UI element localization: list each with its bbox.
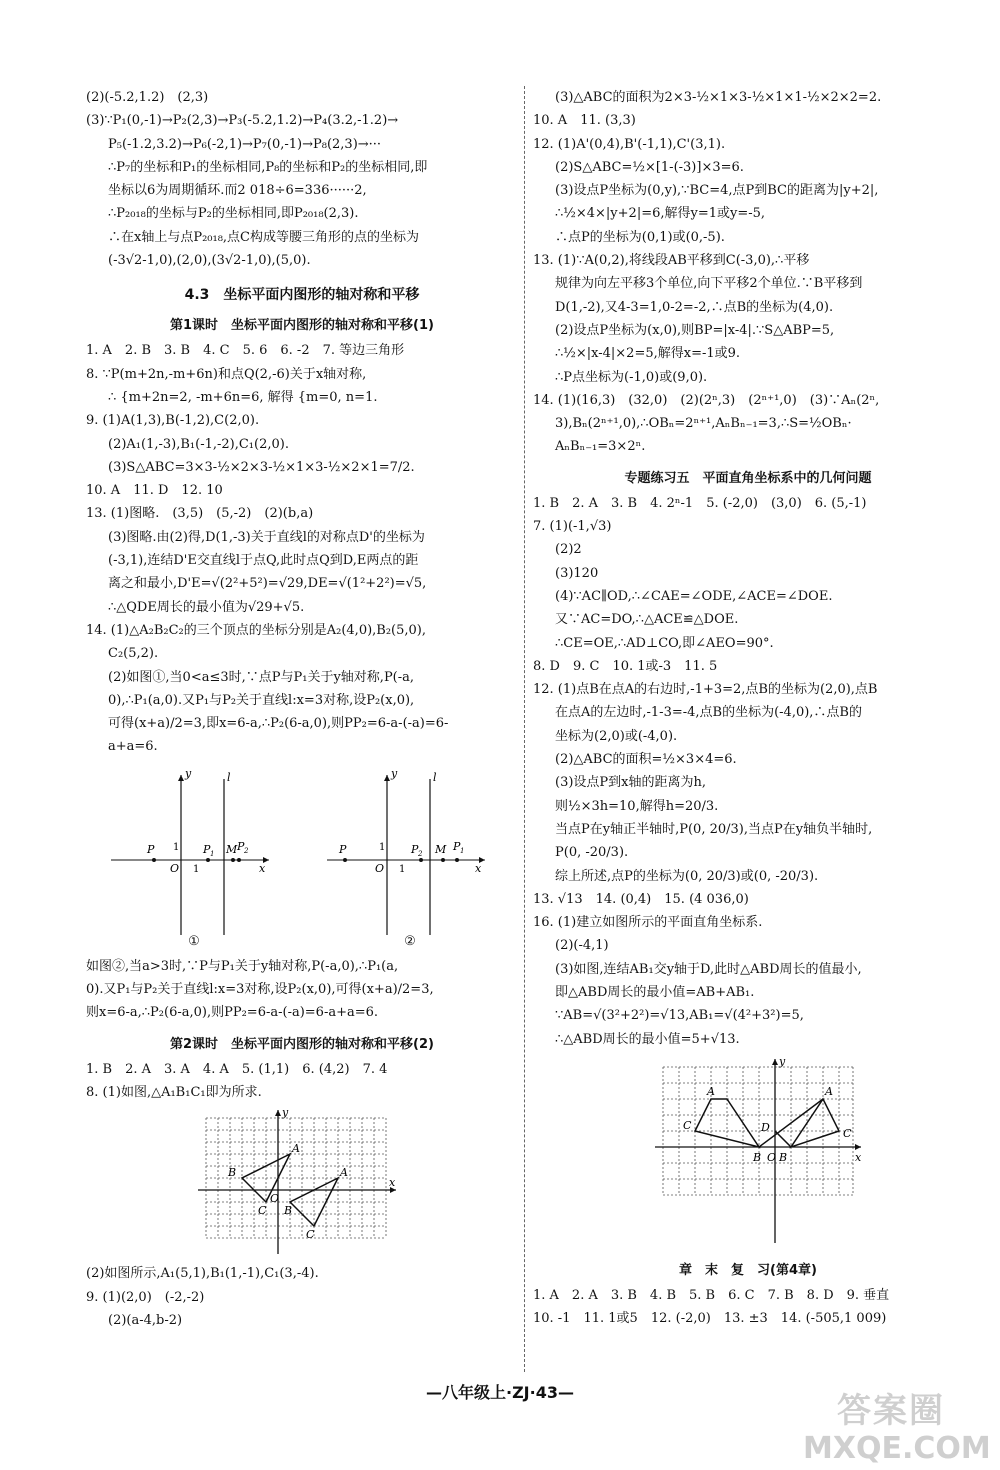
special-title: 专题练习五 平面直角坐标系中的几何问题 — [624, 470, 872, 486]
svg-text:B: B — [284, 1204, 293, 1218]
svg-text:A: A — [340, 1166, 348, 1180]
column-divider — [524, 86, 526, 1372]
section-title: 4.3 坐标平面内图形的轴对称和平移 — [184, 287, 420, 304]
figure-1 — [109, 765, 279, 949]
answer-line: (2)S△ABC=½×[1-(-3)]×3=6. — [555, 159, 744, 175]
answer-line: ∴CE=OE,∴AD⊥CO,即∠AEO=90°. — [555, 635, 774, 651]
svg-text:2: 2 — [418, 849, 423, 858]
answer-line: 8. D 9. C 10. 1或-3 11. 5 — [533, 658, 718, 674]
svg-text:O: O — [170, 861, 180, 875]
watermark-bottom: MXQE.COM — [803, 1431, 991, 1464]
answer-line: (2)(-5.2,1.2) (2,3) — [86, 90, 209, 105]
svg-text:l: l — [433, 770, 437, 784]
page-footer: —八年级上·ZJ·43— — [426, 1383, 574, 1402]
svg-text:x: x — [259, 861, 266, 875]
answer-line: 当点P在y轴正半轴时,P(0, 20/3),当点P在y轴负半轴时, — [555, 821, 873, 837]
answer-line: (3)△ABC的面积为2×3-½×1×3-½×1×1-½×2×2=2. — [555, 90, 882, 105]
svg-text:y: y — [779, 1056, 786, 1068]
answer-line: 9. (1)(2,0) (-2,-2) — [86, 1289, 205, 1305]
answer-line: 1. A 2. B 3. B 4. C 5. 6 6. -2 7. 等边三角形 — [86, 343, 405, 359]
svg-text:C: C — [306, 1228, 315, 1242]
svg-text:x: x — [475, 861, 482, 875]
answer-line: 在点A的左边时,-1-3=-4,点B的坐标为(-4,0),∴点B的 — [555, 705, 862, 721]
svg-text:P: P — [147, 842, 155, 856]
answer-line: ∴P₂₀₁₈的坐标与P₂的坐标相同,即P₂₀₁₈(2,3). — [108, 206, 359, 222]
answer-line: 坐标为(2,0)或(-4,0). — [555, 728, 678, 744]
answer-line: (3)图略.由(2)得,D(1,-3)关于直线l的对称点D'的坐标为 — [108, 529, 425, 545]
grid-figure — [196, 1108, 518, 1262]
answer-line: 0),∴P₁(a,0).又P₁与P₂关于直线l:x=3对称,设P₂(x,0), — [108, 692, 415, 708]
svg-text:O: O — [375, 861, 385, 875]
answer-line: 10. A 11. (3,3) — [533, 113, 636, 129]
answer-line: 如图②,当a>3时,∵P与P₁关于y轴对称,P(-a,0),∴P₁(a, — [86, 958, 399, 974]
answer-line: 8. (1)如图,△A₁B₁C₁即为所求. — [86, 1084, 262, 1100]
right-column — [533, 86, 963, 1330]
svg-text:l: l — [227, 770, 231, 784]
svg-text:1: 1 — [210, 849, 215, 858]
answer-line: (2)如图①,当0<a≤3时,∵点P与P₁关于y轴对称,P(-a, — [108, 669, 415, 685]
svg-text:B: B — [779, 1150, 788, 1164]
answer-line: P(0, -20/3). — [555, 845, 629, 861]
svg-text:B: B — [753, 1150, 762, 1164]
svg-text:1: 1 — [399, 863, 406, 875]
answer-line: 7. (1)(-1,√3) — [533, 519, 612, 535]
answer-line: 8. ∵P(m+2n,-m+6n)和点Q(2,-6)关于x轴对称, — [86, 366, 367, 382]
svg-text:1: 1 — [460, 846, 465, 855]
answer-line: ∴P₇的坐标和P₁的坐标相同,P₈的坐标和P₂的坐标相同,即 — [108, 159, 428, 175]
answer-line: 综上所述,点P的坐标为(0, 20/3)或(0, -20/3). — [555, 868, 819, 884]
answer-line: (3)∵P₁(0,-1)→P₂(2,3)→P₃(-5.2,1.2)→P₄(3.2,-1.2)→ — [86, 113, 399, 129]
answer-line: (-3,1),连结D'E交直线l于点Q,此时点Q到D,E两点的距 — [108, 553, 419, 569]
answer-line: ∴在x轴上与点P₂₀₁₈,点C构成等腰三角形的点的坐标为 — [108, 229, 420, 245]
site-watermark — [797, 1386, 992, 1464]
answer-line: 1. A 2. A 3. B 4. B 5. B 6. C 7. B 8. D 9. 垂直 — [533, 1287, 890, 1303]
svg-text:y: y — [185, 766, 192, 780]
answer-line: P₅(-1.2,3.2)→P₆(-2,1)→P₇(0,-1)→P₈(2,3)→··· — [108, 136, 382, 152]
answer-line: AₙBₙ₋₁=3×2ⁿ. — [555, 439, 646, 455]
svg-text:C: C — [258, 1204, 267, 1218]
svg-text:M: M — [226, 842, 238, 856]
lesson-title: 第2课时 坐标平面内图形的轴对称和平移(2) — [170, 1036, 434, 1052]
answer-line: ∴ {m+2n=2, -m+6n=6, 解得 {m=0, n=1. — [108, 389, 378, 405]
grid-diagram — [196, 1108, 406, 1258]
answer-line: 1. B 2. A 3. A 4. A 5. (1,1) 6. (4,2) 7. 4 — [86, 1061, 388, 1077]
answer-line: (3)设点P坐标为(0,y),∵BC=4,点P到BC的距离为|y+2|, — [555, 183, 879, 199]
svg-text:P: P — [339, 842, 347, 856]
answer-line: 可得(x+a)/2=3,即x=6-a,∴P₂(6-a,0),则PP₂=6-a-(-a)=6- — [108, 716, 449, 732]
svg-text:A: A — [707, 1084, 715, 1098]
svg-text:C: C — [683, 1118, 692, 1132]
figure-caption: ① — [188, 933, 200, 949]
answer-line: (2)2 — [555, 542, 582, 558]
answer-line: 0).又P₁与P₂关于直线l:x=3对称,设P₂(x,0),可得(x+a)/2=3, — [86, 982, 434, 998]
grid-diagram-2 — [655, 1057, 865, 1247]
answer-line: (2)(-4,1) — [555, 938, 609, 954]
svg-text:P: P — [453, 839, 461, 853]
svg-text:P: P — [411, 842, 419, 856]
svg-text:1: 1 — [193, 863, 200, 875]
figure-2 — [325, 765, 495, 949]
svg-text:1: 1 — [173, 841, 180, 853]
axis-diagram-2 — [325, 765, 495, 940]
svg-text:y: y — [282, 1108, 289, 1120]
answer-line: (3)S△ABC=3×3-½×2×3-½×1×3-½×2×1=7/2. — [108, 459, 415, 475]
svg-text:M: M — [435, 842, 447, 856]
grid-figure-2 — [655, 1057, 963, 1251]
answer-line: 规律为向左平移3个单位,向下平移2个单位.∵B平移到 — [555, 276, 863, 292]
lesson-title: 第1课时 坐标平面内图形的轴对称和平移(1) — [170, 318, 434, 334]
review-title: 章 末 复 习(第4章) — [679, 1262, 817, 1278]
svg-text:2: 2 — [244, 846, 249, 855]
svg-text:1: 1 — [379, 841, 386, 853]
answer-line: (2)(a-4,b-2) — [108, 1312, 183, 1328]
answer-line: 又∵AC=DO,∴△ACE≌△DOE. — [555, 612, 739, 628]
answer-line: ∴½×|x-4|×2=5,解得x=-1或9. — [555, 346, 741, 362]
answer-line: ∴P点坐标为(-1,0)或(9,0). — [555, 369, 708, 385]
watermark-top: 答案圈 — [837, 1391, 945, 1431]
svg-text:A: A — [292, 1142, 300, 1156]
answer-line: (2)如图所示,A₁(5,1),B₁(1,-1),C₁(3,-4). — [86, 1266, 319, 1282]
answer-line: 3),Bₙ(2ⁿ⁺¹,0),∴OBₙ=2ⁿ⁺¹,AₙBₙ₋₁=3,∴S=½OBₙ· — [555, 416, 852, 432]
answer-line: 即△ABD周长的最小值=AB+AB₁. — [555, 984, 755, 1000]
answer-line: ∴点P的坐标为(0,1)或(0,-5). — [555, 229, 725, 245]
answer-line: 10. A 11. D 12. 10 — [86, 483, 223, 499]
answer-line: C₂(5,2). — [108, 646, 159, 662]
answer-line: ∴△ABD周长的最小值=5+√13. — [555, 1031, 740, 1047]
svg-text:P: P — [203, 842, 211, 856]
answer-line: 则x=6-a,∴P₂(6-a,0),则PP₂=6-a-(-a)=6-a+a=6. — [86, 1005, 379, 1021]
svg-text:O: O — [270, 1192, 280, 1206]
answer-line: 10. -1 11. 1或5 12. (-2,0) 13. ±3 14. (-505,1 009) — [533, 1311, 887, 1327]
answer-line: 离之和最小,D'E=√(2²+5²)=√29,DE=√(1²+2²)=√5, — [108, 576, 427, 592]
answer-line: a+a=6. — [108, 739, 158, 755]
answer-line: (2)△ABC的面积=½×3×4=6. — [555, 752, 737, 768]
answer-line: 1. B 2. A 3. B 4. 2ⁿ-1 5. (-2,0) (3,0) 6. (5,-1) — [533, 495, 867, 511]
answer-line: 9. (1)A(1,3),B(-1,2),C(2,0). — [86, 413, 260, 429]
answer-line: (2)A₁(1,-3),B₁(-1,-2),C₁(2,0). — [108, 436, 289, 452]
figure-caption: ② — [404, 933, 416, 949]
svg-text:P: P — [237, 839, 245, 853]
svg-text:D: D — [761, 1120, 770, 1134]
answer-line: (2)设点P坐标为(x,0),则BP=|x-4|.∵S△ABP=5, — [555, 322, 835, 338]
answer-line: (3)120 — [555, 565, 599, 581]
answer-line: D(1,-2),又4-3=1,0-2=-2,∴点B的坐标为(4,0). — [555, 299, 834, 315]
answer-line: 13. (1)∵A(0,2),将线段AB平移到C(-3,0),∴平移 — [533, 253, 810, 269]
figure-pair — [86, 765, 518, 949]
answer-line: 14. (1)(16,3) (32,0) (2)(2ⁿ,3) (2ⁿ⁺¹,0) (3)∵Aₙ(2ⁿ, — [533, 392, 880, 408]
svg-text:B: B — [228, 1166, 237, 1180]
answer-line: 坐标以6为周期循环.而2 018÷6=336······2, — [108, 183, 367, 199]
answer-line: (-3√2-1,0),(2,0),(3√2-1,0),(5,0). — [108, 253, 311, 269]
svg-text:y: y — [391, 766, 398, 780]
axis-diagram-1 — [109, 765, 279, 940]
answer-line: 16. (1)建立如图所示的平面直角坐标系. — [533, 915, 763, 931]
answer-line: 则½×3h=10,解得h=20/3. — [555, 798, 719, 814]
answer-line: (3)设点P到x轴的距离为h, — [555, 775, 706, 791]
svg-text:O: O — [767, 1150, 777, 1164]
svg-text:C: C — [843, 1126, 852, 1140]
answer-line: 12. (1)点B在点A的右边时,-1+3=2,点B的坐标为(2,0),点B — [533, 682, 878, 698]
answer-line: ∵AB=√(3²+2²)=√13,AB₁=√(4²+3²)=5, — [555, 1008, 804, 1024]
answer-line: 13. √13 14. (0,4) 15. (4 036,0) — [533, 891, 749, 907]
answer-line: 14. (1)△A₂B₂C₂的三个顶点的坐标分别是A₂(4,0),B₂(5,0), — [86, 622, 427, 638]
answer-line: ∴△QDE周长的最小值为√29+√5. — [108, 599, 305, 615]
svg-text:x: x — [855, 1150, 862, 1164]
answer-line: 13. (1)图略. (3,5) (5,-2) (2)(b,a) — [86, 506, 314, 522]
svg-text:x: x — [389, 1176, 396, 1190]
answer-line: ∴½×4×|y+2|=6,解得y=1或y=-5, — [555, 206, 766, 222]
svg-text:A: A — [825, 1084, 833, 1098]
answer-line: (3)如图,连结AB₁交y轴于D,此时△ABD周长的值最小, — [555, 961, 862, 977]
left-column — [86, 86, 518, 1332]
answer-line: (4)∵AC∥OD,∴∠CAE=∠ODE,∠ACE=∠DOE. — [555, 588, 833, 604]
answer-line: 12. (1)A'(0,4),B'(-1,1),C'(3,1). — [533, 136, 726, 152]
